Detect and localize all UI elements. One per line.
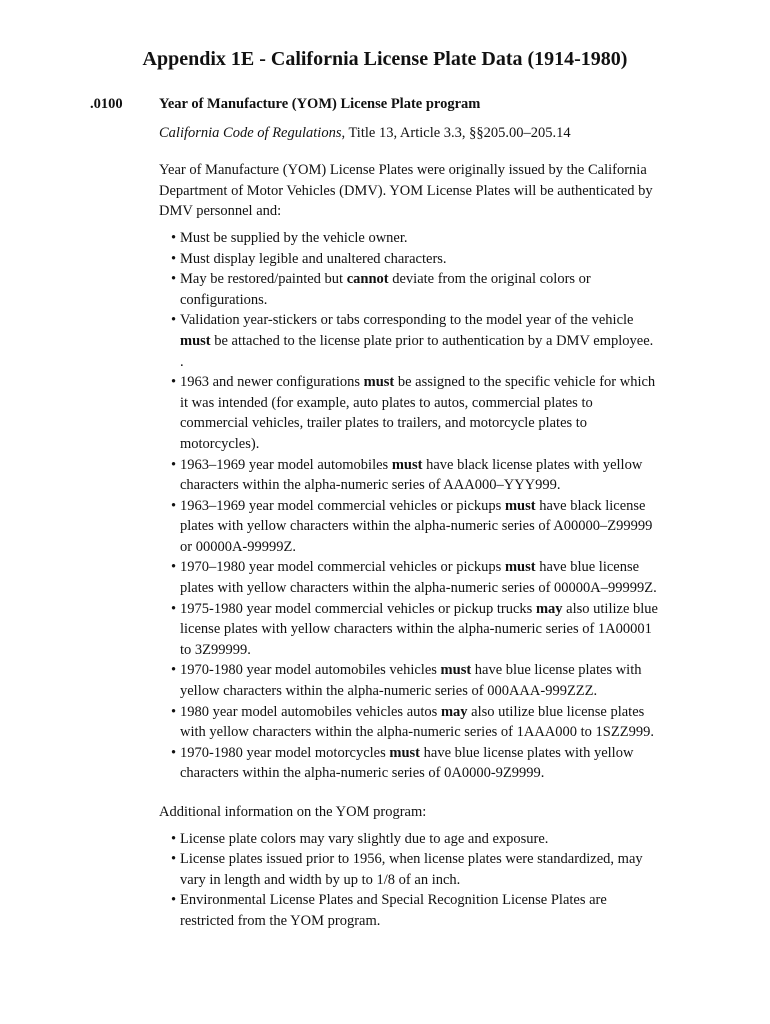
list-item <box>171 599 659 661</box>
item-emphasis: may <box>535 600 563 617</box>
list-item <box>171 660 659 701</box>
item-text-cont: also utilize blue license plates with yellow characters within the alpha-numeric series of 1AAA000 to 1SZZ999. <box>180 703 654 741</box>
citation-source: California Code of Regulations <box>159 124 342 141</box>
intro-paragraph: Year of Manufacture (YOM) License Plates were originally issued by the California Department of Motor Vehicles (DMV). YOM License Plates will be authenticated by DMV personnel and: <box>159 162 653 220</box>
item-text-cont: be attached to the license plate prior to authentication by a DMV employee. . <box>180 332 654 370</box>
list-item <box>171 269 659 310</box>
item-text: Must display legible and unaltered characters. <box>180 250 447 267</box>
item-text: May be restored/painted but <box>180 271 347 288</box>
document-title: Appendix 1E - California License Plate Data (1914-1980) <box>142 48 628 70</box>
item-emphasis: must <box>180 332 211 349</box>
item-emphasis: must <box>363 374 395 391</box>
item-emphasis: must <box>389 744 421 761</box>
item-text-cont: have black license plates with yellow characters within the alpha-numeric series of A00000–Z99999 or 00000A-99999Z. <box>180 497 653 555</box>
additional-info-list <box>159 829 659 932</box>
section-heading: Year of Manufacture (YOM) License Plate program <box>159 96 481 112</box>
list-item: • License plates issued prior to 1956, when license plates were standardized, may vary in length and width by up to 1/8 of an inch. <box>171 849 659 890</box>
section-content <box>159 94 659 932</box>
item-text: 1980 year model automobiles vehicles autos <box>180 703 441 720</box>
list-item <box>171 249 659 270</box>
item-text-cont: have blue license plates with yellow characters within the alpha-numeric series of 0A0000-9Z9999. <box>180 744 634 782</box>
section-number: .0100 <box>90 96 123 112</box>
list-item <box>171 496 659 558</box>
item-emphasis: may <box>440 703 468 720</box>
list-item <box>171 228 659 249</box>
item-emphasis: must <box>504 497 536 514</box>
item-text-cont: have blue license plates with yellow characters within the alpha-numeric series of 00000A–99999Z. <box>180 559 657 597</box>
item-text: 1963 and newer configurations <box>180 374 364 391</box>
list-item: • License plate colors may vary slightly due to age and exposure. <box>171 829 659 850</box>
citation <box>159 123 659 144</box>
item-emphasis: cannot <box>346 271 389 288</box>
item-text: 1970-1980 year model motorcycles <box>180 744 390 761</box>
item-text-cont: be assigned to the specific vehicle for which it was intended (for example, auto plates to autos, commercial plates to commercial vehicles, trailer plates to trailers, and motorcycle plates to motorcycles). <box>180 374 656 452</box>
item-text: 1963–1969 year model automobiles <box>180 456 392 473</box>
list-item <box>171 557 659 598</box>
item-text: 1970-1980 year model automobiles vehicles <box>180 662 441 679</box>
item-text: 1970–1980 year model commercial vehicles or pickups <box>180 559 505 576</box>
item-text-cont: have blue license plates with yellow characters within the alpha-numeric series of 000AAA-999ZZZ. <box>180 662 642 700</box>
item-text: Must be supplied by the vehicle owner. <box>180 229 408 246</box>
item-text-cont: deviate from the original colors or configurations. <box>180 271 591 308</box>
item-text: 1975-1980 year model commercial vehicles or pickup trucks <box>180 600 536 617</box>
item-emphasis: must <box>440 662 472 679</box>
requirements-list <box>159 228 659 784</box>
item-emphasis: must <box>504 559 536 576</box>
list-item: • Environmental License Plates and Special Recognition License Plates are restricted from the YOM program. <box>171 890 659 931</box>
item-text: Validation year-stickers or tabs corresponding to the model year of the vehicle <box>180 312 634 329</box>
list-item <box>171 372 659 454</box>
item-text-cont: also utilize blue license plates with yellow characters within the alpha-numeric series of 1A00001 to 3Z99999. <box>180 600 658 658</box>
item-emphasis: must <box>391 456 423 473</box>
list-item <box>171 310 659 372</box>
item-text-cont: have black license plates with yellow characters within the alpha-numeric series of AAA000–YYY999. <box>180 456 643 494</box>
item-text: 1963–1969 year model commercial vehicles or pickups <box>180 497 505 514</box>
additional-info-heading: Additional information on the YOM program: <box>159 804 427 820</box>
list-item <box>171 455 659 496</box>
list-item <box>171 702 659 743</box>
list-item <box>171 743 659 784</box>
citation-reference: , Title 13, Article 3.3, §§205.00–205.14 <box>341 124 571 141</box>
